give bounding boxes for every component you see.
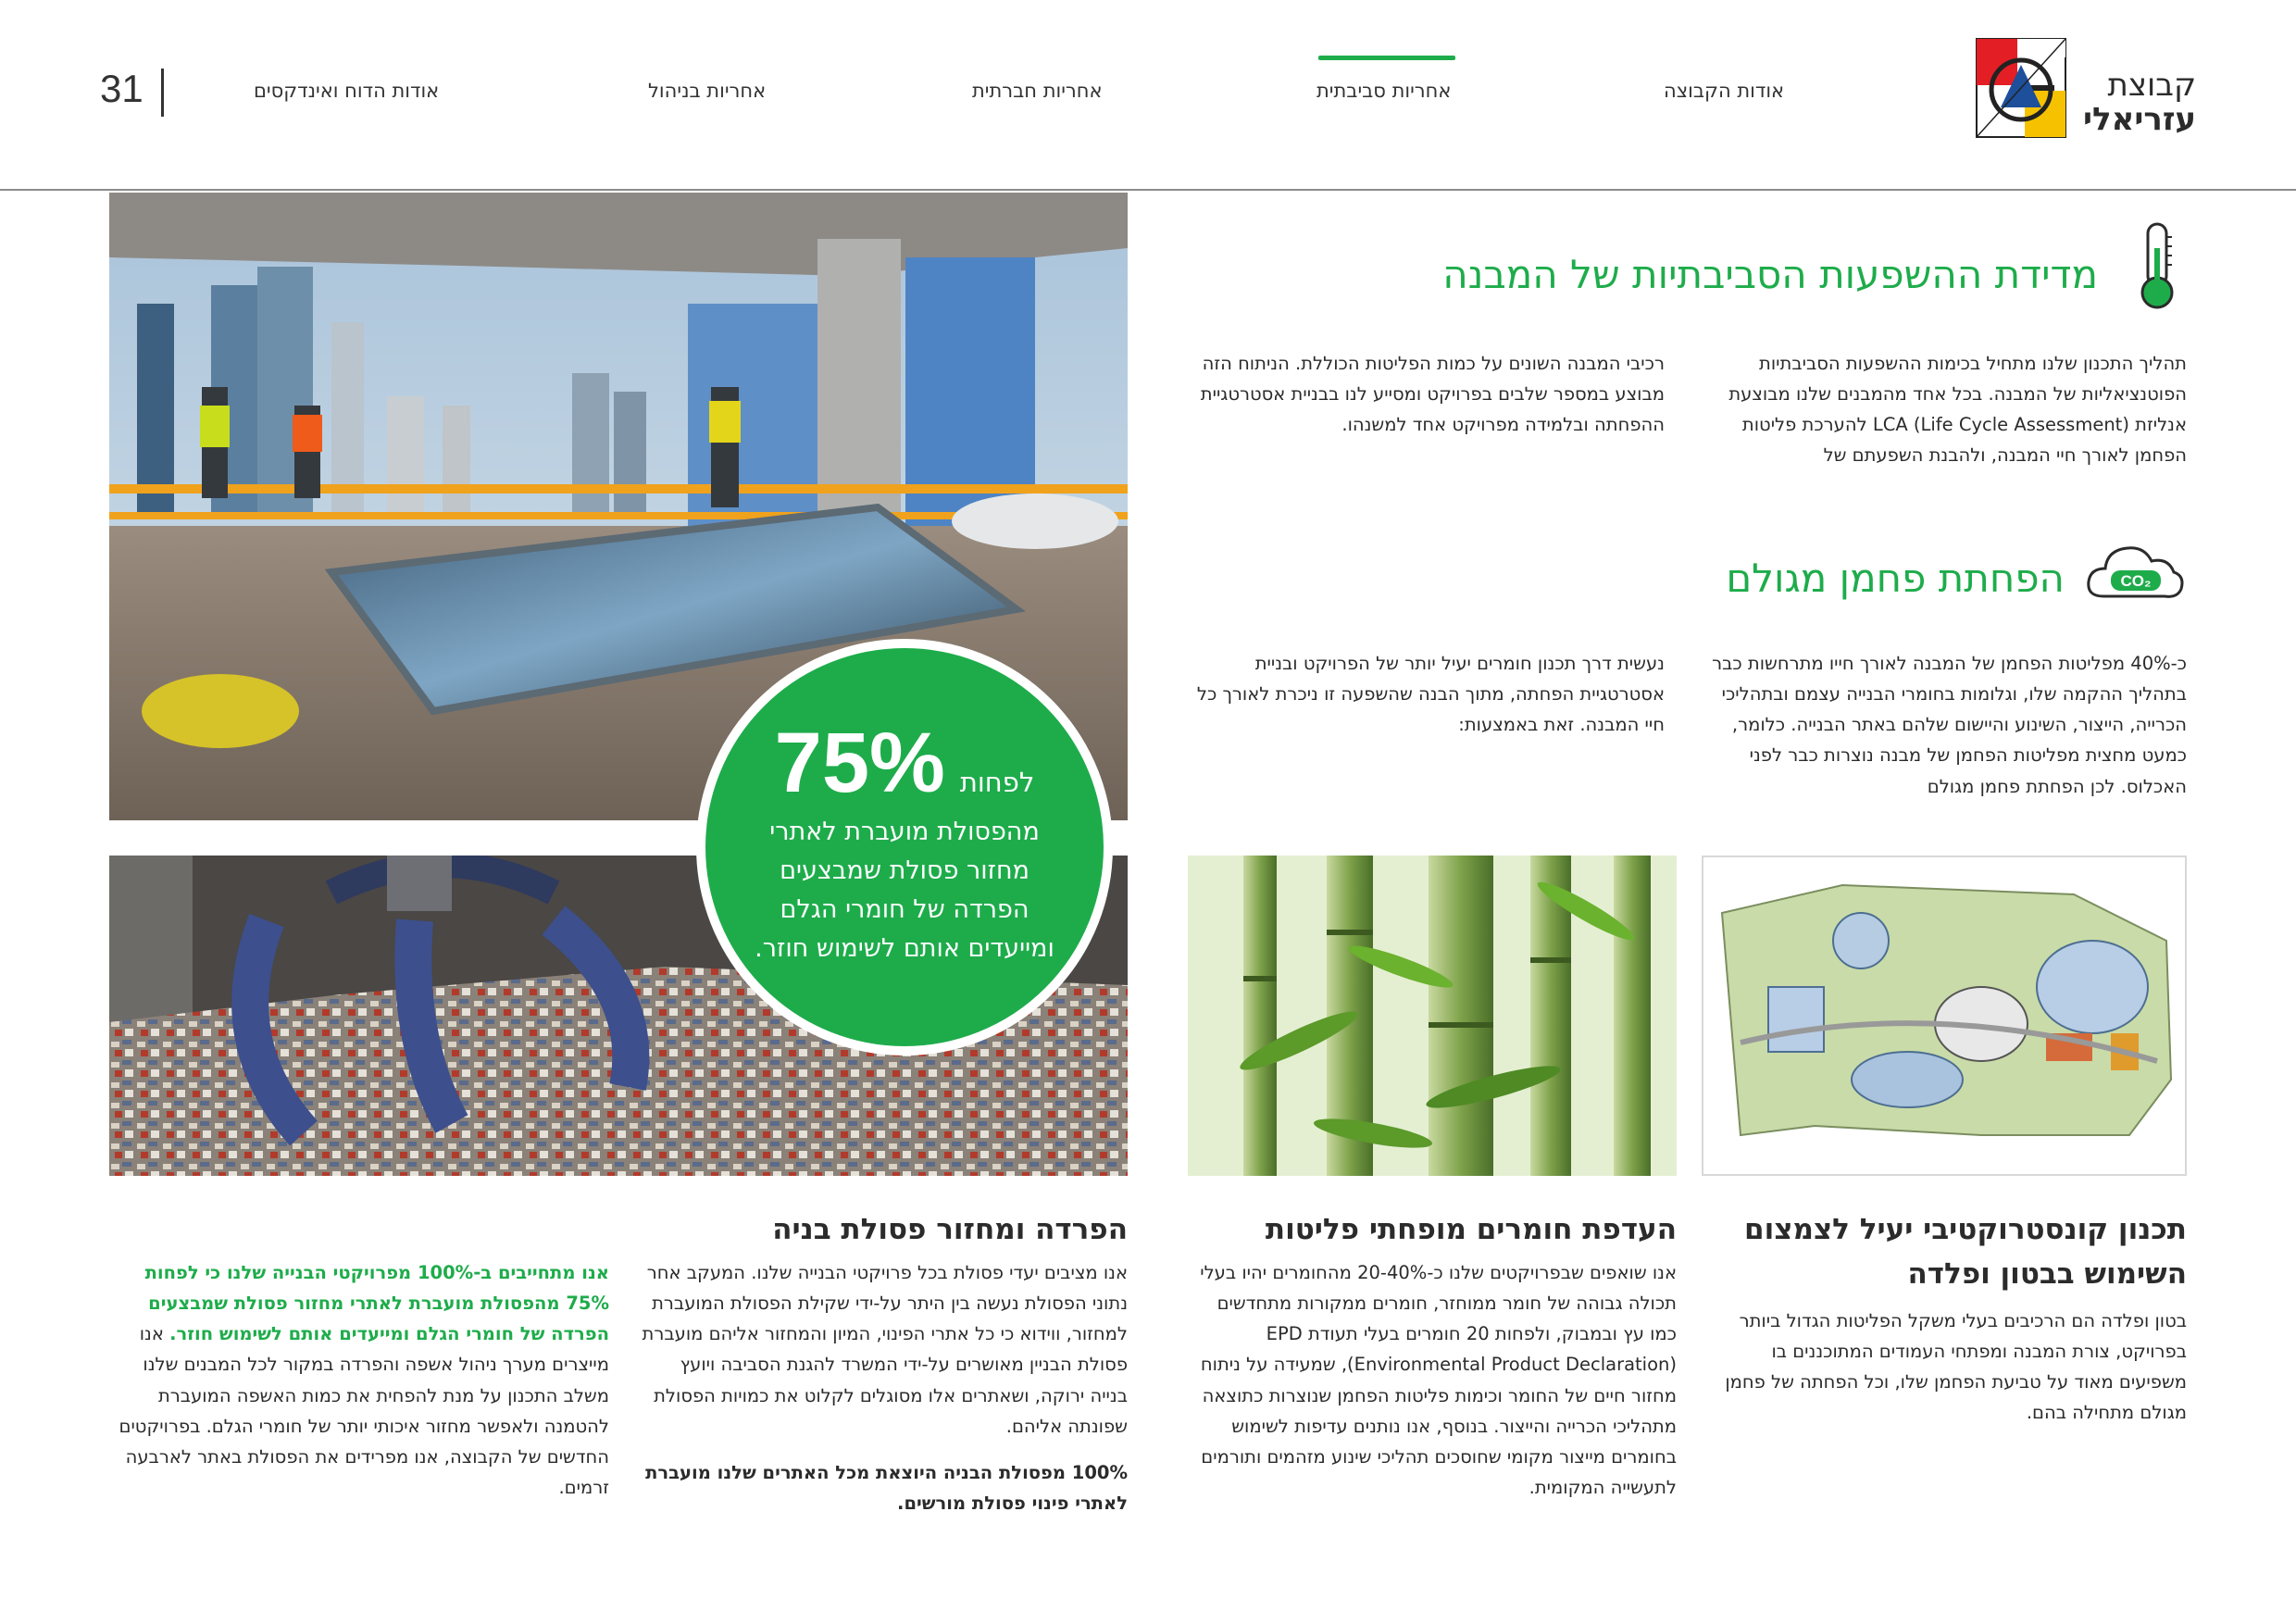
stat-headline	[705, 715, 1104, 812]
col4-commitment: אנו מתחייבים ב-100% מפרויקטי הבנייה שלנו כי לפחות 75% מהפסולת מועברת לאתרי מחזור פסולת שמבצעים הפרדה של חומרי הגלם ומייעדים אותם לשימוש חוזר.	[144, 1262, 609, 1345]
bamboo-photo	[1188, 856, 1677, 1176]
logo-wordmark	[2083, 69, 2196, 138]
col4-text: אנו מייצרים מערך ניהול אשפה והפרדה במקור לכל המבנים שלנו משלב התכנון על מנת להפחית את כמות האשפה המועברת להטמנה ולאפשר מחזור איכותי יותר של חומרי הגלם. בפרויקטים החדשים של הקבוצה, אנו מפרידים את הפסולת באתר לארבעה זרמים.	[119, 1323, 609, 1498]
section2-text-left: נעשית דרך תכנון חומרים יעיל יותר של הפרויקט ובניית אסטרטגיית הפחתה, מתוך הבנה שהשפעה זו ניכרת לאורך כל חיי המבנה. זאת באמצעות:	[1196, 653, 1665, 736]
site-plan-drawing	[1702, 856, 2187, 1176]
co2-cloud-icon	[2083, 539, 2187, 606]
nav-social[interactable]: אחריות חברתית	[972, 80, 1103, 102]
col3-title: הפרדה ומחזור פסולת בניה	[772, 1213, 1128, 1246]
section2-text-right: כ-40% מפליטות הפחמן של המבנה לאורך חייו מתרחשות כבר בתהליך ההקמה שלו, וגלומות בחומרי הבנייה עצמם ובתהליכי הכרייה, הייצור, השינוע והיישום שלהם באתר הבנייה. כלומר, כמעט מחצית מפליטות הפחמן של מבנה נוצרות כבר לפני האכלוס. לכן הפחתת פחמן מגולם	[1712, 653, 2187, 797]
col1-title: תכנון קונסטרוקטיבי יעיל לצמצום השימוש בבטון ופלדה	[1744, 1213, 2187, 1292]
section1-text-left: רכיבי המבנה השונים על כמות הפליטות הכוללת. הניתוח הזה מבוצע במספר שלבים בפרויקט ומסייע לנו בבניית אסטרטגיית ההפחתה ובלמידה מפרויקט אחד למשנהו.	[1200, 353, 1665, 436]
nav-governance[interactable]: אחריות בניהול	[648, 80, 767, 102]
nav-active-indicator	[1318, 56, 1455, 60]
thermometer-icon	[2137, 220, 2177, 311]
svg-text:CO₂: CO₂	[2120, 572, 2152, 590]
nav-report-index[interactable]: אודות הדוח ואינדקסים	[254, 80, 440, 102]
col3-bold-note: 100% מפסולת הבניה היוצאת מכל האתרים שלנו מועברת לאתרי פינוי פסולת מורשים.	[645, 1462, 1128, 1515]
section-title-embodied-carbon: הפחתת פחמן מגולם	[1726, 556, 2065, 601]
stat-description: מהפסולת מועברת לאתרי מחזור פסולת שמבצעים הפרדה של חומרי הגלם ומייעדים אותם לשימוש חוזר.	[755, 818, 1054, 963]
stat-value: 75%	[774, 716, 945, 810]
stat-prefix: לפחות	[959, 767, 1035, 798]
logo-line-2: עזריאלי	[2083, 101, 2197, 139]
col3-text: אנו מציבים יעדי פסולת בכל פרויקטי הבנייה שלנו. המעקב אחר נתוני הפסולת נעשה בין היתר על-ידי שקילת הפסולת המועברת למחזור, ווידוא כי כל אתרי הפינוי, המיון והמחזור אליהם מועברת פסולת הבניין מאושרים על-ידי המשרד להגנת הסביבה ויועץ בנייה ירוקה, ושאתרים אלו מסוגלים לקלוט את כמויות הפסולת שפונתה אליהם.	[642, 1262, 1128, 1437]
col2-title: העדפת חומרים מופחתי פליטות	[1265, 1213, 1677, 1246]
section1-text-right: תהליך התכנון שלנו מתחיל בכימות ההשפעות הסביבתיות הפוטנציאליות של המבנה. בכל אחד מהמבנים שלנו מבוצעת אנליזת LCA (Life Cycle Assessment) להערכת פליטות הפחמן לאורך חיי המבנה, ולהבנת השפעתם של	[1728, 353, 2187, 467]
page-number-divider	[161, 69, 164, 117]
waste-stat-circle	[696, 639, 1113, 1056]
col4-text-block	[109, 1257, 609, 1503]
page-number: 31	[100, 67, 144, 110]
col1-text: בטון ופלדה הם הרכיבים בעלי משקל הפליטות הגדול ביותר בפרויקט, צורת המבנה ומפתחי העמודים המתוכננים בו משפיעים מאוד על טביעת הפחמן שלו, וכל הפחתה של פחמן מגולם מתחילה בהם.	[1725, 1310, 2187, 1424]
col2-text: אנו שואפים שבפרויקטים שלנו כ-20-40% מהחומרים יהיו בעלי תכולה גבוהה של חומר ממוחזר, חומרים ממקורות מתחדשים כמו עץ ובמבוק, ולפחות 20 חומרים בעלי תעודת EPD (Environmental Product Declaration), שמעידה על ניתוח מחזור חיים של החומר וכימות פליטות הפחמן שנוצרות כתוצאה מתהליכי הכרייה והייצור. בנוסף, אנו נותנים עדיפות לשימוש בחומרים מייצור מקומי שחוסכים תהליכי שינוע מזהמים ותורמים לתעשייה המקומית.	[1200, 1262, 1677, 1498]
logo-line-1: קבוצת	[2107, 67, 2197, 104]
section-title-environmental-impact: מדידת ההשפעות הסביבתיות של המבנה	[1442, 252, 2098, 297]
azrieli-logo-icon[interactable]	[1975, 37, 2067, 139]
nav-environmental[interactable]: אחריות סביבתית	[1316, 80, 1452, 102]
nav-about-group[interactable]: אודות הקבוצה	[1664, 80, 1785, 102]
page-header	[0, 0, 2296, 191]
